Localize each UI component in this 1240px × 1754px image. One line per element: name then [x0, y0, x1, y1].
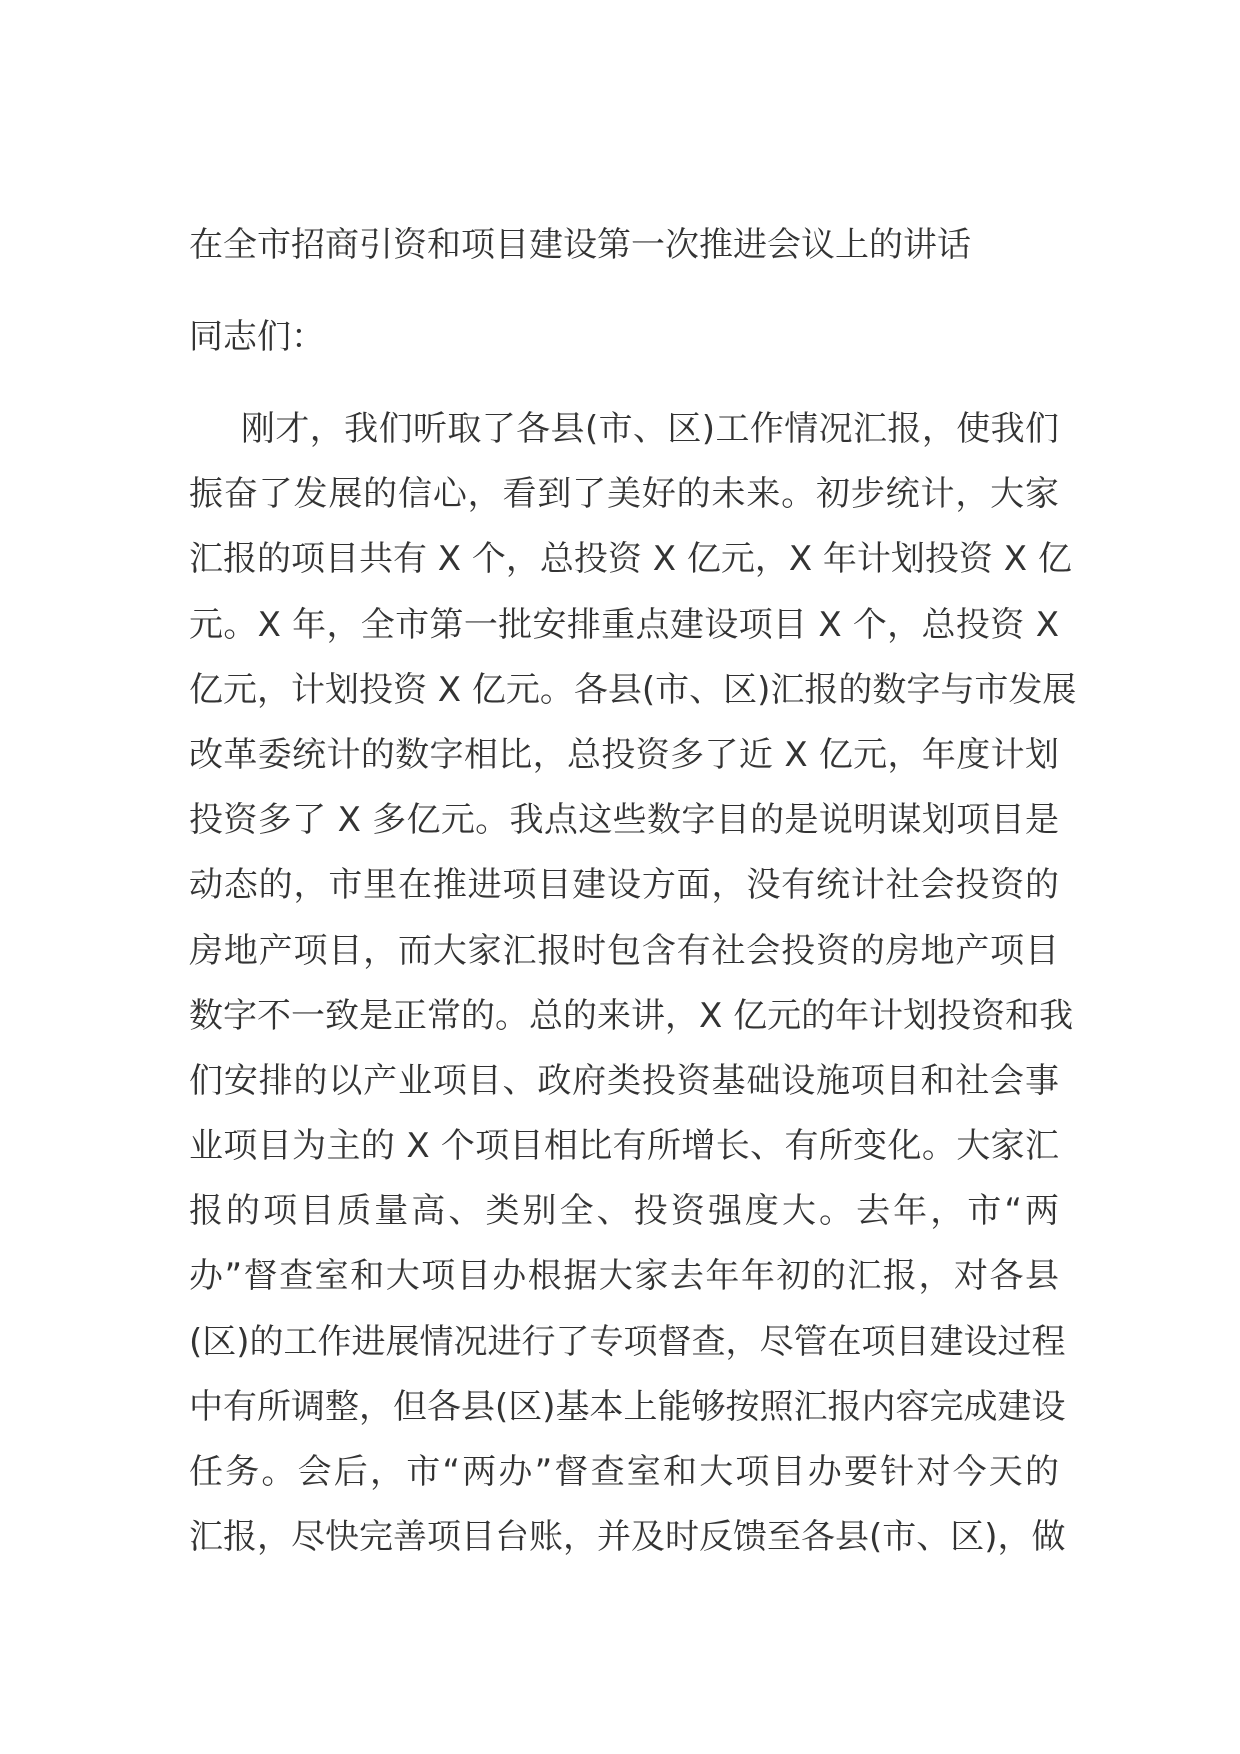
paragraph-line: 任务。会后，市“两办”督查室和大项目办要针对今天的 [189, 1452, 1059, 1492]
paragraph-line: 业项目为主的 X 个项目相比有所增长、有所变化。大家汇 [189, 1126, 1059, 1167]
paragraph-line: 动态的，市里在推进项目建设方面，没有统计社会投资的 [189, 865, 1059, 906]
greeting: 同志们： [189, 317, 325, 357]
paragraph-line: 振奋了发展的信心，看到了美好的未来。初步统计，大家 [189, 474, 1059, 515]
paragraph-line: 刚才，我们听取了各县(市、区)工作情况汇报，使我们 [241, 409, 1059, 449]
paragraph-line: (区)的工作进展情况进行了专项督查，尽管在项目建设过程 [189, 1321, 1066, 1362]
document-title: 在全市招商引资和项目建设第一次推进会议上的讲话 [189, 225, 971, 265]
paragraph-line: 们安排的以产业项目、政府类投资基础设施项目和社会事 [189, 1060, 1059, 1101]
body-paragraph [189, 404, 1077, 1577]
paragraph-line: 数字不一致是正常的。总的来讲，X 亿元的年计划投资和我 [189, 995, 1074, 1036]
paragraph-line: 汇报，尽快完善项目台账，并及时反馈至各县(市、区)，做 [189, 1517, 1066, 1558]
paragraph-line: 办”督查室和大项目办根据大家去年年初的汇报，对各县 [189, 1256, 1059, 1297]
paragraph-line: 中有所调整，但各县(区)基本上能够按照汇报内容完成建设 [189, 1386, 1066, 1427]
paragraph-line: 汇报的项目共有 X 个，总投资 X 亿元，X 年计划投资 X 亿 [189, 539, 1072, 580]
paragraph-line: 亿元，计划投资 X 亿元。各县(市、区)汇报的数字与市发展 [189, 669, 1077, 710]
paragraph-line: 改革委统计的数字相比，总投资多了近 X 亿元，年度计划 [189, 734, 1059, 775]
paragraph-line: 报的项目质量高、类别全、投资强度大。去年，市“两 [189, 1191, 1059, 1232]
paragraph-line: 房地产项目，而大家汇报时包含有社会投资的房地产项目 [189, 930, 1059, 971]
paragraph-line: 投资多了 X 多亿元。我点这些数字目的是说明谋划项目是 [189, 800, 1059, 841]
paragraph-line: 元。X 年，全市第一批安排重点建设项目 X 个，总投资 X [189, 604, 1059, 645]
